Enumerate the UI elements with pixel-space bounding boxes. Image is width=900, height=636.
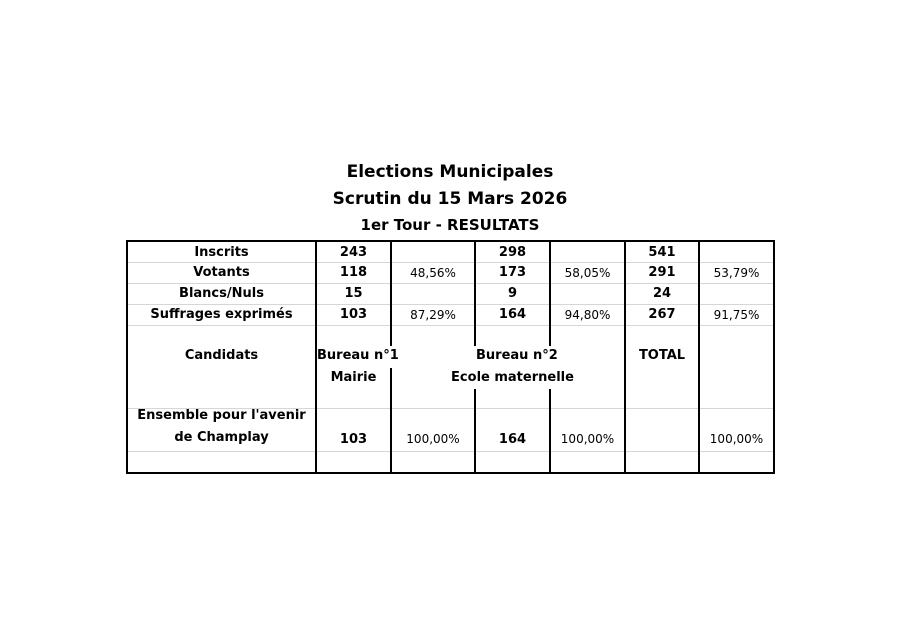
bureau2-value: 298 (498, 244, 527, 260)
total-value: 24 (652, 286, 672, 301)
candidate-name-line1: Ensemble pour l'avenir (137, 407, 306, 423)
grid-line (128, 325, 773, 326)
bureau1-value: 15 (344, 286, 363, 301)
row-label: Inscrits (194, 244, 249, 260)
table-bottom-border (126, 472, 775, 474)
round-label: 1er Tour - RESULTATS (360, 216, 540, 234)
bureau2-value: 164 (498, 431, 527, 447)
bureau1-place: Mairie (330, 369, 377, 385)
total-percent: 100,00% (709, 432, 764, 446)
bureau2-value: 164 (498, 307, 527, 322)
table-row-empty (128, 453, 773, 472)
bureau2-percent: 94,80% (564, 307, 611, 322)
page-title: Elections Municipales (346, 162, 554, 182)
col-divider (390, 242, 392, 346)
bureau2-header: Bureau n°2 (476, 347, 558, 363)
bureau2-place: Ecole maternelle (451, 369, 574, 385)
row-label: Votants (193, 265, 250, 280)
total-percent: 53,79% (713, 265, 760, 280)
bureau1-value: 243 (339, 244, 368, 260)
grid-line (128, 451, 773, 452)
candidate-name-line2: de Champlay (174, 429, 269, 445)
total-value: 541 (648, 244, 676, 260)
bureau1-percent: 87,29% (410, 307, 456, 322)
row-label: Blancs/Nuls (179, 286, 264, 301)
bureau1-value: 103 (339, 431, 368, 447)
row-label: Suffrages exprimés (150, 307, 293, 322)
bureau1-percent: 100,00% (406, 432, 460, 446)
total-percent: 91,75% (713, 307, 760, 322)
bureau1-value: 103 (339, 307, 368, 322)
bureau2-value: 9 (507, 286, 518, 301)
table-right-border (773, 240, 775, 474)
total-value: 291 (648, 265, 676, 280)
bureau1-percent: 48,56% (410, 265, 456, 280)
bureau2-percent: 100,00% (560, 432, 615, 446)
bureau1-value: 118 (339, 265, 368, 280)
page-subtitle: Scrutin du 15 Mars 2026 (332, 189, 568, 209)
bureau2-percent: 58,05% (564, 265, 611, 280)
bureau1-header: Bureau n°1 (317, 347, 399, 363)
col-divider (549, 242, 551, 346)
total-value: 267 (648, 307, 676, 322)
bureau2-value: 173 (498, 265, 527, 280)
total-header: TOTAL (638, 347, 686, 363)
total-value (626, 428, 698, 450)
candidates-header: Candidats (184, 347, 259, 363)
